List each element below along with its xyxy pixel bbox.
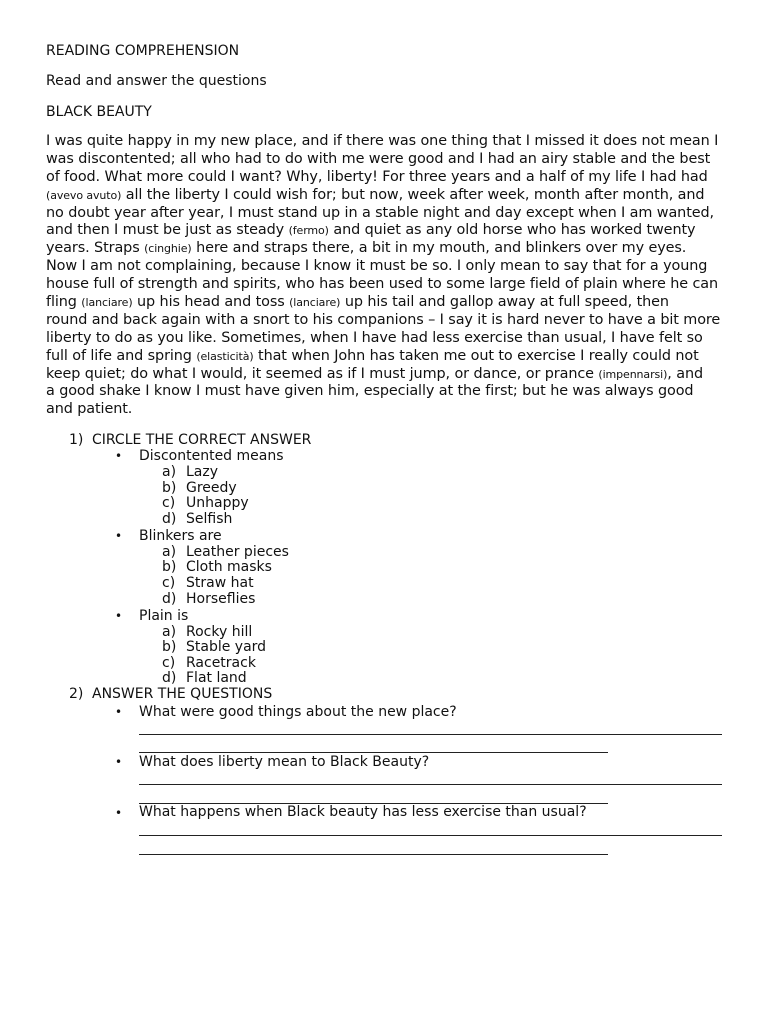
question-prompt: What does liberty mean to Black Beauty? [139,754,430,770]
option-letter[interactable]: d) [162,591,177,607]
passage-line: I was quite happy in my new place, and if there was one thing that I missed it does not mean I [46,133,719,149]
option-text[interactable]: Rocky hill [186,624,253,640]
option-letter[interactable]: d) [162,670,177,686]
question-prompt: What happens when Black beauty has less exercise than usual? [139,804,587,820]
question-prompt: Discontented means [139,448,284,464]
passage-line: round and back again with a snort to his companions – I say it is hard never to have a bit more [46,311,721,328]
option-text[interactable]: Horseflies [186,591,256,607]
gloss-translation: (lanciare) [289,296,341,310]
option-letter[interactable]: a) [162,464,177,480]
passage-text: full of life and spring [46,347,197,364]
story-title: BLACK BEAUTY [46,104,152,120]
bullet-icon: • [115,449,123,463]
answer-line[interactable] [139,854,608,855]
passage-line [46,222,726,240]
gloss-translation: (impennarsi) [598,367,668,381]
passage-text: up his tail and gallop away at full speed, then [340,294,669,311]
passage-line [46,294,726,312]
option-text[interactable]: Lazy [186,464,219,480]
gloss-translation: (cinghie) [144,242,192,256]
gloss-translation: (lanciare) [81,296,133,310]
section-1-number: 1) [69,432,84,448]
worksheet-title: READING COMPREHENSION [46,43,240,59]
passage-line [46,240,726,258]
option-letter[interactable]: c) [162,655,176,671]
option-letter[interactable]: b) [162,480,177,496]
option-letter[interactable]: b) [162,639,177,655]
passage-text: keep quiet; do what I would, it seemed as if I must jump, or dance, or prance [46,365,599,382]
passage-line: a good shake I know I must have given him, especially at the first; but he was always good [46,383,694,400]
section-1-title: CIRCLE THE CORRECT ANSWER [92,432,312,448]
passage-text: and quiet as any old horse who has worked twenty [328,222,696,239]
gloss-translation: (fermo) [288,224,329,238]
option-text[interactable]: Selfish [186,511,233,527]
answer-line[interactable] [139,734,722,735]
passage-text: here and straps there, a bit in my mouth, and blinkers over my eyes. [191,240,687,257]
option-text[interactable]: Flat land [186,670,247,686]
passage-line: house full of strength and spirits, who has been used to some large field of plain where he can [46,276,719,293]
section-2-title: ANSWER THE QUESTIONS [92,686,273,702]
answer-line[interactable] [139,784,722,785]
passage-text: up his head and toss [132,294,290,311]
option-letter[interactable]: a) [162,544,177,560]
passage-text: , and [667,365,704,382]
option-text[interactable]: Leather pieces [186,544,289,560]
passage-line: was discontented; all who had to do with me were good and I had an airy stable and the best [46,150,711,167]
gloss-translation: (avevo avuto) [46,188,122,202]
option-letter[interactable]: c) [162,495,176,511]
option-text[interactable]: Unhappy [186,495,249,511]
passage-line: Now I am not complaining, because I know it must be so. I only mean to say that for a young [46,258,708,275]
passage-line [46,348,726,366]
passage-line: and patient. [46,401,133,418]
passage-text: all the liberty I could wish for; but now, week after week, month after month, and [121,186,705,203]
option-letter[interactable]: b) [162,559,177,575]
bullet-icon: • [115,755,123,769]
question-prompt: Blinkers are [139,528,222,544]
passage-line: liberty to do as you like. Sometimes, when I have had less exercise than usual, I have felt so [46,329,703,346]
passage-text: fling [46,294,82,311]
bullet-icon: • [115,529,123,543]
instruction-text: Read and answer the questions [46,73,267,89]
option-text[interactable]: Cloth masks [186,559,272,575]
passage-text: that when John has taken me out to exercise I really could not [253,347,699,364]
passage-text: and then I must be just as steady [46,222,289,239]
question-prompt: What were good things about the new place? [139,704,457,720]
passage-line [46,187,726,205]
passage-line [46,366,726,384]
answer-line[interactable] [139,752,608,753]
option-text[interactable]: Straw hat [186,575,254,591]
option-text[interactable]: Racetrack [186,655,256,671]
option-text[interactable]: Stable yard [186,639,267,655]
question-prompt: Plain is [139,608,189,624]
reading-passage [46,133,726,419]
bullet-icon: • [115,705,123,719]
bullet-icon: • [115,806,123,820]
section-2-number: 2) [69,686,84,702]
option-letter[interactable]: c) [162,575,176,591]
gloss-translation: (elasticità) [196,349,254,363]
option-letter[interactable]: d) [162,511,177,527]
bullet-icon: • [115,609,123,623]
passage-text: years. Straps [46,240,145,257]
answer-line[interactable] [139,835,722,836]
option-letter[interactable]: a) [162,624,177,640]
option-text[interactable]: Greedy [186,480,237,496]
passage-line: of food. What more could I want? Why, liberty! For three years and a half of my life I had had [46,168,708,185]
passage-line: no doubt year after year, I must stand up in a stable night and day except when I am wanted, [46,204,715,221]
